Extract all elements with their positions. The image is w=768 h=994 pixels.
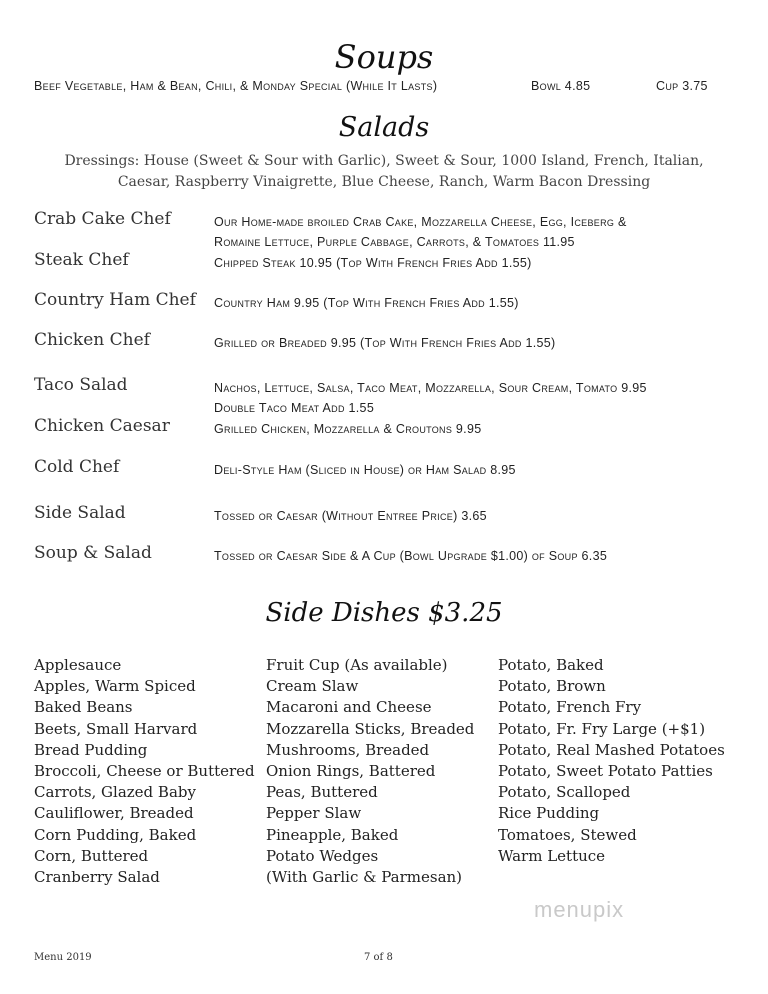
salad-name: Crab Cake Chef xyxy=(34,209,171,229)
side-dish-item: Tomatoes, Stewed xyxy=(498,825,637,844)
salad-description xyxy=(214,253,734,273)
side-dish-item: Carrots, Glazed Baby xyxy=(34,783,196,802)
salad-name: Side Salad xyxy=(34,503,126,523)
salad-description xyxy=(214,378,734,418)
side-dish-item: Beets, Small Harvard xyxy=(34,719,198,738)
salad-name: Chicken Chef xyxy=(34,330,150,350)
side-dishes-column-3 xyxy=(498,655,725,867)
side-dish-item: Potato, Sweet Potato Patties xyxy=(498,762,713,781)
salad-desc-line: Deli-Style Ham (Sliced in House) or Ham Salad 8.95 xyxy=(214,463,516,477)
side-dish-item: Broccoli, Cheese or Buttered xyxy=(34,762,255,781)
dressings-line-2: Caesar, Raspberry Vinaigrette, Blue Cheese, Ranch, Warm Bacon Dressing xyxy=(117,174,651,190)
salad-name: Soup & Salad xyxy=(34,543,152,563)
salad-description xyxy=(214,333,734,353)
salad-desc-line: Our Home-made broiled Crab Cake, Mozzarella Cheese, Egg, Iceberg & xyxy=(214,215,627,229)
footer-page-number: 7 of 8 xyxy=(364,952,393,963)
side-dish-item: Pepper Slaw xyxy=(266,804,362,823)
salad-description xyxy=(214,460,734,480)
soups-bowl-price: Bowl 4.85 xyxy=(531,79,591,93)
side-dish-item: Potato, Baked xyxy=(498,656,604,674)
soups-cup-price: Cup 3.75 xyxy=(656,79,708,93)
side-dish-item: Potato, Real Mashed Potatoes xyxy=(498,740,725,759)
side-dishes-heading: Side Dishes $3.25 xyxy=(265,598,503,628)
salad-name: Chicken Caesar xyxy=(34,416,170,436)
salad-desc-line: Country Ham 9.95 (Top With French Fries Add 1.55) xyxy=(214,296,519,310)
side-dish-item: Fruit Cup (As available) xyxy=(266,656,448,674)
side-dish-item: (With Garlic & Parmesan) xyxy=(266,868,463,887)
side-dish-item: Applesauce xyxy=(34,656,122,674)
soups-heading: Soups xyxy=(334,38,434,76)
side-dish-item: Baked Beans xyxy=(34,698,133,717)
soups-items: Beef Vegetable, Ham & Bean, Chili, & Monday Special (While It Lasts) xyxy=(34,79,438,93)
side-dish-item: Bread Pudding xyxy=(34,740,148,759)
footer-menu-year: Menu 2019 xyxy=(34,952,92,963)
dressings-line-1: Dressings: House (Sweet & Sour with Garlic), Sweet & Sour, 1000 Island, French, Italian, xyxy=(64,153,704,169)
salad-desc-line: Double Taco Meat Add 1.55 xyxy=(214,401,375,415)
side-dish-item: Cauliflower, Breaded xyxy=(34,804,194,823)
salad-description xyxy=(214,212,734,252)
salad-description xyxy=(214,419,734,439)
side-dish-item: Onion Rings, Battered xyxy=(266,762,436,781)
side-dish-item: Mozzarella Sticks, Breaded xyxy=(266,719,475,738)
side-dish-item: Potato, French Fry xyxy=(498,698,642,717)
salad-description xyxy=(214,506,734,526)
salad-description xyxy=(214,546,734,566)
salad-desc-line: Grilled Chicken, Mozzarella & Croutons 9.95 xyxy=(214,422,482,436)
side-dish-item: Apples, Warm Spiced xyxy=(34,677,196,696)
salad-desc-line: Tossed or Caesar (Without Entree Price) 3.65 xyxy=(214,509,487,523)
side-dish-item: Potato, Brown xyxy=(498,677,606,696)
salad-desc-line: Chipped Steak 10.95 (Top With French Fries Add 1.55) xyxy=(214,256,532,270)
side-dishes-column-1 xyxy=(34,655,255,888)
salads-heading: Salads xyxy=(338,112,430,143)
salad-desc-line: Romaine Lettuce, Purple Cabbage, Carrots, & Tomatoes 11.95 xyxy=(214,235,575,249)
salad-desc-line: Nachos, Lettuce, Salsa, Taco Meat, Mozzarella, Sour Cream, Tomato 9.95 xyxy=(214,381,647,395)
side-dish-item: Cream Slaw xyxy=(266,677,359,696)
side-dish-item: Mushrooms, Breaded xyxy=(266,740,430,759)
salad-name: Taco Salad xyxy=(34,375,128,395)
side-dish-item: Corn, Buttered xyxy=(34,846,149,865)
salad-description xyxy=(214,293,734,313)
side-dish-item: Cranberry Salad xyxy=(34,868,160,887)
side-dish-item: Potato, Scalloped xyxy=(498,783,631,802)
salad-desc-line: Grilled or Breaded 9.95 (Top With French Fries Add 1.55) xyxy=(214,336,556,350)
salad-desc-line: Tossed or Caesar Side & A Cup (Bowl Upgrade $1.00) of Soup 6.35 xyxy=(214,549,608,563)
side-dish-item: Rice Pudding xyxy=(498,804,600,823)
salad-name: Steak Chef xyxy=(34,250,129,270)
dressings-text xyxy=(40,151,728,193)
side-dish-item: Peas, Buttered xyxy=(266,783,378,802)
side-dish-item: Potato Wedges xyxy=(266,846,379,865)
side-dish-item: Pineapple, Baked xyxy=(266,825,399,844)
side-dish-item: Warm Lettuce xyxy=(498,846,606,865)
salad-name: Country Ham Chef xyxy=(34,290,196,310)
salad-name: Cold Chef xyxy=(34,457,120,477)
side-dishes-column-2 xyxy=(266,655,474,888)
side-dish-item: Macaroni and Cheese xyxy=(266,698,432,717)
side-dish-item: Corn Pudding, Baked xyxy=(34,825,197,844)
menupix-watermark: menupix xyxy=(534,897,625,922)
side-dish-item: Potato, Fr. Fry Large (+$1) xyxy=(498,719,706,738)
